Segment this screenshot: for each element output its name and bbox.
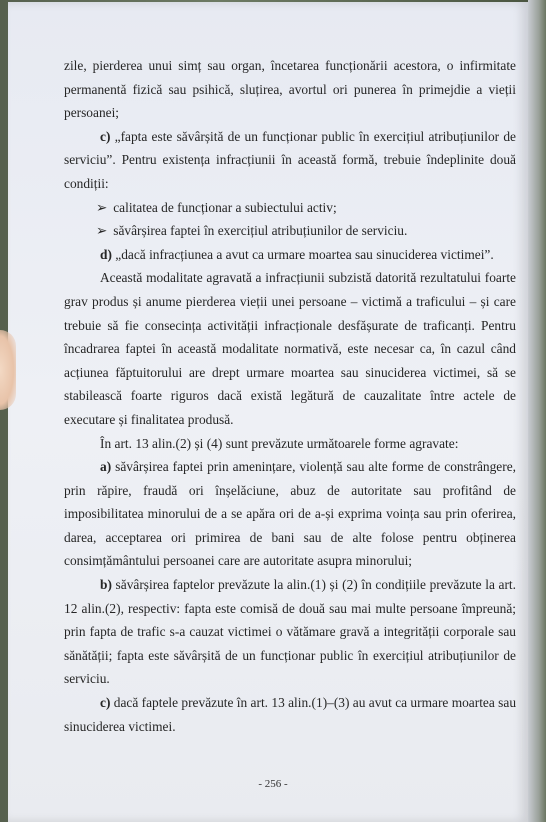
item-letter: b)	[100, 577, 112, 593]
arrow-bullet-icon: ➢	[96, 223, 108, 239]
body-text	[64, 54, 516, 738]
holding-thumb	[0, 330, 16, 410]
item-letter: c)	[100, 128, 111, 144]
paragraph: Această modalitate agravată a infracțiunii subzistă datorită rezultatului foarte grav produs și anume pierderea vieții unei persoane – victimă a traficului – și care trebuie să fie consecința activității infracționale desfășurate de traficanți. Pentru încadrarea faptei în această modalitate normativă, este necesar ca, în cazul când acțiunea făptuitorului are drept urmare moartea sau sinuciderea victimei, să se stabilească foarte riguros dacă există legătură de cauzalitate între actele de executare și finalitatea produsă.	[64, 270, 516, 427]
paragraph-item-c: c) dacă faptele prevăzute în art. 13 alin.(1)–(3) au avut ca urmare moartea sau sinuciderea victimei.	[64, 695, 517, 734]
bullet-item: ➢ săvârșirea faptei în exercițiul atribuțiunilor de serviciu.	[96, 223, 408, 239]
item-letter: c)	[100, 695, 111, 711]
paragraph-item-b: b) săvârșirea faptelor prevăzute la alin.(1) și (2) în condițiile prevăzute la art. 12 alin.(2), respectiv: fapta este comisă de două sau mai multe persoane împreună; prin fapta de trafic s-a cauzat victimei o vătămare gravă a integrității corporale sau sănătății; fapta este săvârșită de un funcționar public în exercițiul atribuțiunilor de serviciu.	[64, 577, 516, 687]
arrow-bullet-icon: ➢	[96, 199, 108, 215]
item-letter: a)	[100, 459, 112, 475]
paragraph: zile, pierderea unui simț sau organ, încetarea funcționării acestora, o infirmitate permanentă fizică sau psihică, sluțirea, avortul ori punerea în primejdie a vieții persoanei;	[64, 58, 516, 121]
page-edge	[528, 0, 546, 822]
paragraph-item-a: a) săvârșirea faptei prin amenințare, violență sau alte forme de constrângere, prin răpire, fraudă ori înșelăciune, abuz de autoritate sau profitând de imposibilitatea minorului de a se apăra ori de a-și exprima voința sau prin oferirea, darea, acceptarea ori primirea de bani sau de alte folosе pentru obținerea consimțământului persoanei care are autoritate asupra minorului;	[64, 459, 516, 569]
paragraph-item-c: c) „fapta este săvârșită de un funcționar public în exercițiul atribuțiunilor de serviciu”. Pentru existența infracțiunii în această formă, trebuie îndeplinite două condiții:	[64, 128, 516, 191]
paragraph: În art. 13 alin.(2) și (4) sunt prevăzute următoarele forme agravate:	[100, 435, 459, 451]
page-number: - 256 -	[258, 778, 288, 790]
item-letter: d)	[100, 246, 112, 262]
bullet-item: ➢ calitatea de funcționar a subiectului activ;	[96, 199, 337, 215]
paragraph-item-d: d) „dacă infracțiunea a avut ca urmare moartea sau sinuciderea victimei”.	[100, 246, 494, 262]
